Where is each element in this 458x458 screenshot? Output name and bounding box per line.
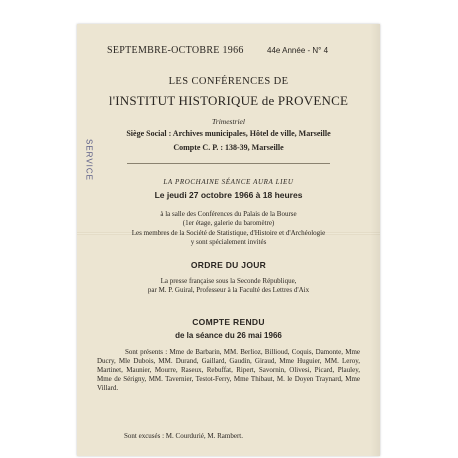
issue-number: 44e Année - N° 4: [267, 46, 329, 55]
next-session-datetime: Le jeudi 27 octobre 1966 à 18 heures: [154, 190, 303, 200]
agenda-heading: ORDRE DU JOUR: [190, 260, 267, 270]
next-session-place: [77, 210, 380, 228]
archive-stamp: [79, 96, 99, 224]
report-heading: COMPTE RENDU: [192, 317, 265, 327]
archive-stamp-text: SERVICE: [84, 139, 94, 181]
issue-date: SEPTEMBRE-OCTOBRE 1966: [107, 45, 244, 56]
members-line: y sont spécialement invités: [190, 238, 267, 246]
attendees-paragraph: Sont présents : Mme de Barbarin, MM. Berlioz, Billioud, Coquis, Damonte, Mme Ducry, Mle Dubois, MM. Durand, Gaillard, Gaudin, Giraud, Mme Huguier, MM. Leroy, Martinet, Maunier, Mourre, Raseux, Rebuffat, Ripert, Savornin, Olivesi, Picard, Plauley, Mme de Sérigny, MM. Tavernier, Testot-Ferry, Mme Thibaut, M. le Doyen Traynard, Mme Villard.: [97, 348, 360, 392]
org-title-line2: l'INSTITUT HISTORIQUE de PROVENCE: [108, 93, 349, 108]
excused-line: Sont excusés : M. Courdurié, M. Rambert.: [124, 432, 243, 440]
next-session-heading: LA PROCHAINE SÉANCE AURA LIEU: [163, 178, 294, 186]
agenda-line: La presse française sous la Seconde République,: [160, 277, 297, 285]
members-line: Les membres de la Société de Statistique, d'Histoire et d'Archéologie: [131, 229, 326, 237]
agenda-text: [77, 277, 380, 295]
org-title-line1: LES CONFÉRENCES DE: [168, 76, 289, 87]
invited-members: [77, 229, 380, 247]
publication-frequency: Trimestriel: [212, 117, 245, 126]
postal-account: Compte C. P. : 138-39, Marseille: [173, 143, 284, 152]
place-line: à la salle des Conférences du Palais de la Bourse: [160, 210, 297, 218]
header-divider: [127, 163, 330, 164]
document-sheet: [77, 24, 380, 456]
report-date: de la séance du 26 mai 1966: [175, 331, 282, 340]
registered-office: Siège Social : Archives municipales, Hôtel de ville, Marseille: [126, 129, 331, 138]
agenda-line: par M. P. Guiral, Professeur à la Faculté des Lettres d'Aix: [147, 286, 310, 294]
place-line: (1er étage, galerie du baromètre): [182, 219, 275, 227]
